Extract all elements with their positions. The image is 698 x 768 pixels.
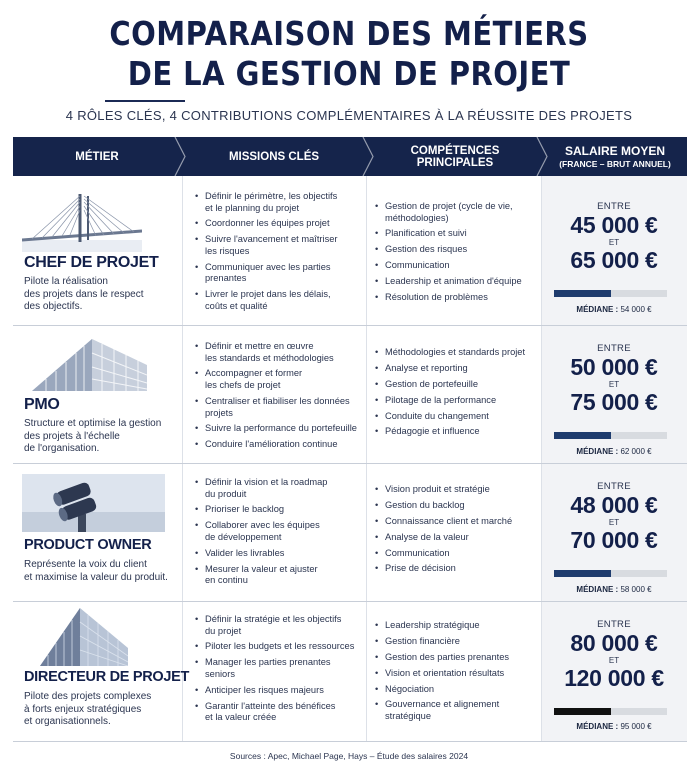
role-description [24,418,174,456]
list-item: • Vision produit et stratégie [375,484,539,496]
row-separator [13,601,687,602]
list-item: • Analyse et reporting [375,363,539,375]
list-item: • Planification et suivi [375,228,539,240]
median-bar-fill [554,290,611,297]
role-description [24,691,174,729]
description-line: des objectifs. [24,301,83,312]
list-item: • Définir le périmètre, les objectifs et le planning du projet [195,191,363,214]
salary-max: 120 000 € [564,665,664,691]
list-item: • Livrer le projet dans les délais, coûts et qualité [195,289,363,312]
description-line: Structure et optimise la gestion [24,418,162,429]
median-bar [554,290,667,297]
salary-range [541,343,687,415]
salary-entre: ENTRE [597,201,631,212]
building-icon [22,335,147,391]
description-line: de l'organisation. [24,443,100,454]
salary-et: ET [608,518,620,527]
salary-range [541,201,687,273]
median-value: 62 000 € [620,447,652,456]
median-label: MÉDIANE : [576,447,619,456]
salary-min: 45 000 € [570,212,658,238]
list-item: • Connaissance client et marché [375,516,539,528]
binoculars-icon [22,474,165,532]
missions-list [195,477,363,591]
list-item: • Garantir l'atteinte des bénéfices et la valeur créée [195,701,363,724]
list-item: • Manager les parties prenantes seniors [195,657,363,680]
role-description [24,559,179,584]
missions-list [195,614,363,728]
median-text [541,722,687,731]
role-description [24,276,174,314]
description-line: des projets à l'échelle [24,430,120,442]
list-item: • Gestion de projet (cycle de vie, méthodologies) [375,201,539,224]
role-title: CHEF DE PROJET [24,254,159,271]
description-line: Pilote la réalisation [24,276,108,287]
list-item: • Gestion des risques [375,244,539,256]
list-item: • Négociation [375,684,539,696]
list-item: • Communication [375,548,539,560]
list-item: • Pédagogie et influence [375,426,539,438]
list-item: • Gestion du backlog [375,500,539,512]
header-competences: COMPÉTENCES PRINCIPALES [410,144,500,169]
list-item: • Suivre l'avancement et maîtriser les risques [195,234,363,257]
list-item: • Accompagner et former les chefs de projet [195,368,363,391]
salary-min: 48 000 € [570,492,658,518]
salary-entre: ENTRE [597,481,631,492]
list-item: • Méthodologies et standards projet [375,347,539,359]
sources-footer: Sources : Apec, Michael Page, Hays – Étude des salaires 2024 [229,751,469,761]
median-bar [554,570,667,577]
list-item: • Collaborer avec les équipes de développement [195,520,363,543]
median-text [541,305,687,314]
salary-entre: ENTRE [597,619,631,630]
median-bar [554,432,667,439]
skyscraper-icon [22,608,130,666]
list-item: • Vision et orientation résultats [375,668,539,680]
list-item: • Leadership stratégique [375,620,539,632]
list-item: • Communication [375,260,539,272]
median-label: MÉDIANE : [576,722,619,731]
median-bar-fill [554,432,611,439]
competences-list [375,201,539,308]
list-item: • Anticiper les risques majeurs [195,685,363,697]
title-line-1: COMPARAISON DES MÉTIERS [109,14,589,53]
list-item: • Prise de décision [375,563,539,575]
list-item: • Centraliser et fiabiliser les données projets [195,396,363,419]
row-separator [13,463,687,464]
salary-max: 70 000 € [570,527,658,553]
list-item: • Gestion financière [375,636,539,648]
page-title [42,14,656,94]
list-item: • Suivre la performance du portefeuille [195,423,363,435]
list-item: • Définir et mettre en œuvre les standards et méthodologies [195,341,363,364]
median-bar [554,708,667,715]
header-missions: MISSIONS CLÉS [228,150,320,163]
title-line-2: DE LA GESTION DE PROJET [127,54,571,93]
row-separator [13,741,687,742]
description-line: et maximise la valeur du produit. [24,571,168,583]
missions-list [195,341,363,455]
page-subtitle: 4 RÔLES CLÉS, 4 CONTRIBUTIONS COMPLÉMENTAIRES À LA RÉUSSITE DES PROJETS [65,108,633,123]
list-item: • Définir la stratégie et les objectifs du projet [195,614,363,637]
competences-list [375,484,539,579]
list-item: • Résolution de problèmes [375,292,539,304]
competences-list [375,620,539,727]
header-salaire-title: SALAIRE MOYEN [564,144,665,158]
description-line: à forts enjeux stratégiques [24,703,142,715]
list-item: • Définir la vision et la roadmap du produit [195,477,363,500]
median-text [541,585,687,594]
median-label: MÉDIANE : [576,305,619,314]
list-item: • Valider les livrables [195,548,363,560]
list-item: • Pilotage de la performance [375,395,539,407]
list-item: • Gestion de portefeuille [375,379,539,391]
list-item: • Leadership et animation d'équipe [375,276,539,288]
competences-list [375,347,539,442]
list-item: • Communiquer avec les parties prenantes [195,262,363,285]
description-line: Représente la voix du client [24,559,147,570]
list-item: • Coordonner les équipes projet [195,218,363,230]
title-divider [105,100,185,102]
list-item: • Piloter les budgets et les ressources [195,641,363,653]
row-separator [13,325,687,326]
salary-range [541,619,687,691]
description-line: Pilote des projets complexes [24,691,152,702]
median-bar-fill [554,570,611,577]
role-title: DIRECTEUR DE PROJET [24,669,190,685]
missions-list [195,191,363,317]
list-item: • Conduire l'amélioration continue [195,439,363,451]
median-value: 58 000 € [620,585,652,594]
salary-range [541,481,687,553]
column-divider [366,176,367,741]
salary-min: 80 000 € [570,630,658,656]
salary-max: 65 000 € [570,247,658,273]
list-item: • Analyse de la valeur [375,532,539,544]
column-divider [182,176,183,741]
list-item: • Conduite du changement [375,411,539,423]
list-item: • Prioriser le backlog [195,504,363,516]
role-title: PMO [24,396,60,413]
salary-entre: ENTRE [597,343,631,354]
list-item: • Mesurer la valeur et ajuster en continu [195,564,363,587]
header-salaire-subtitle: (FRANCE – BRUT ANNUEL) [559,159,671,169]
median-text [541,447,687,456]
median-bar-fill [554,708,611,715]
description-line: et organisationnels. [24,716,111,727]
median-label: MÉDIANE : [576,585,619,594]
salary-max: 75 000 € [570,389,658,415]
header-metier: MÉTIER [75,150,119,163]
salary-et: ET [608,656,620,665]
header-salaire [543,137,687,176]
salary-et: ET [608,380,620,389]
salary-et: ET [608,238,620,247]
median-value: 54 000 € [620,305,652,314]
table-header [13,137,687,176]
list-item: • Gouvernance et alignement stratégique [375,699,539,722]
description-line: des projets dans le respect [24,288,144,300]
median-value: 95 000 € [620,722,652,731]
bridge-icon [22,190,142,252]
role-title: PRODUCT OWNER [24,537,152,553]
list-item: • Gestion des parties prenantes [375,652,539,664]
salary-min: 50 000 € [570,354,658,380]
